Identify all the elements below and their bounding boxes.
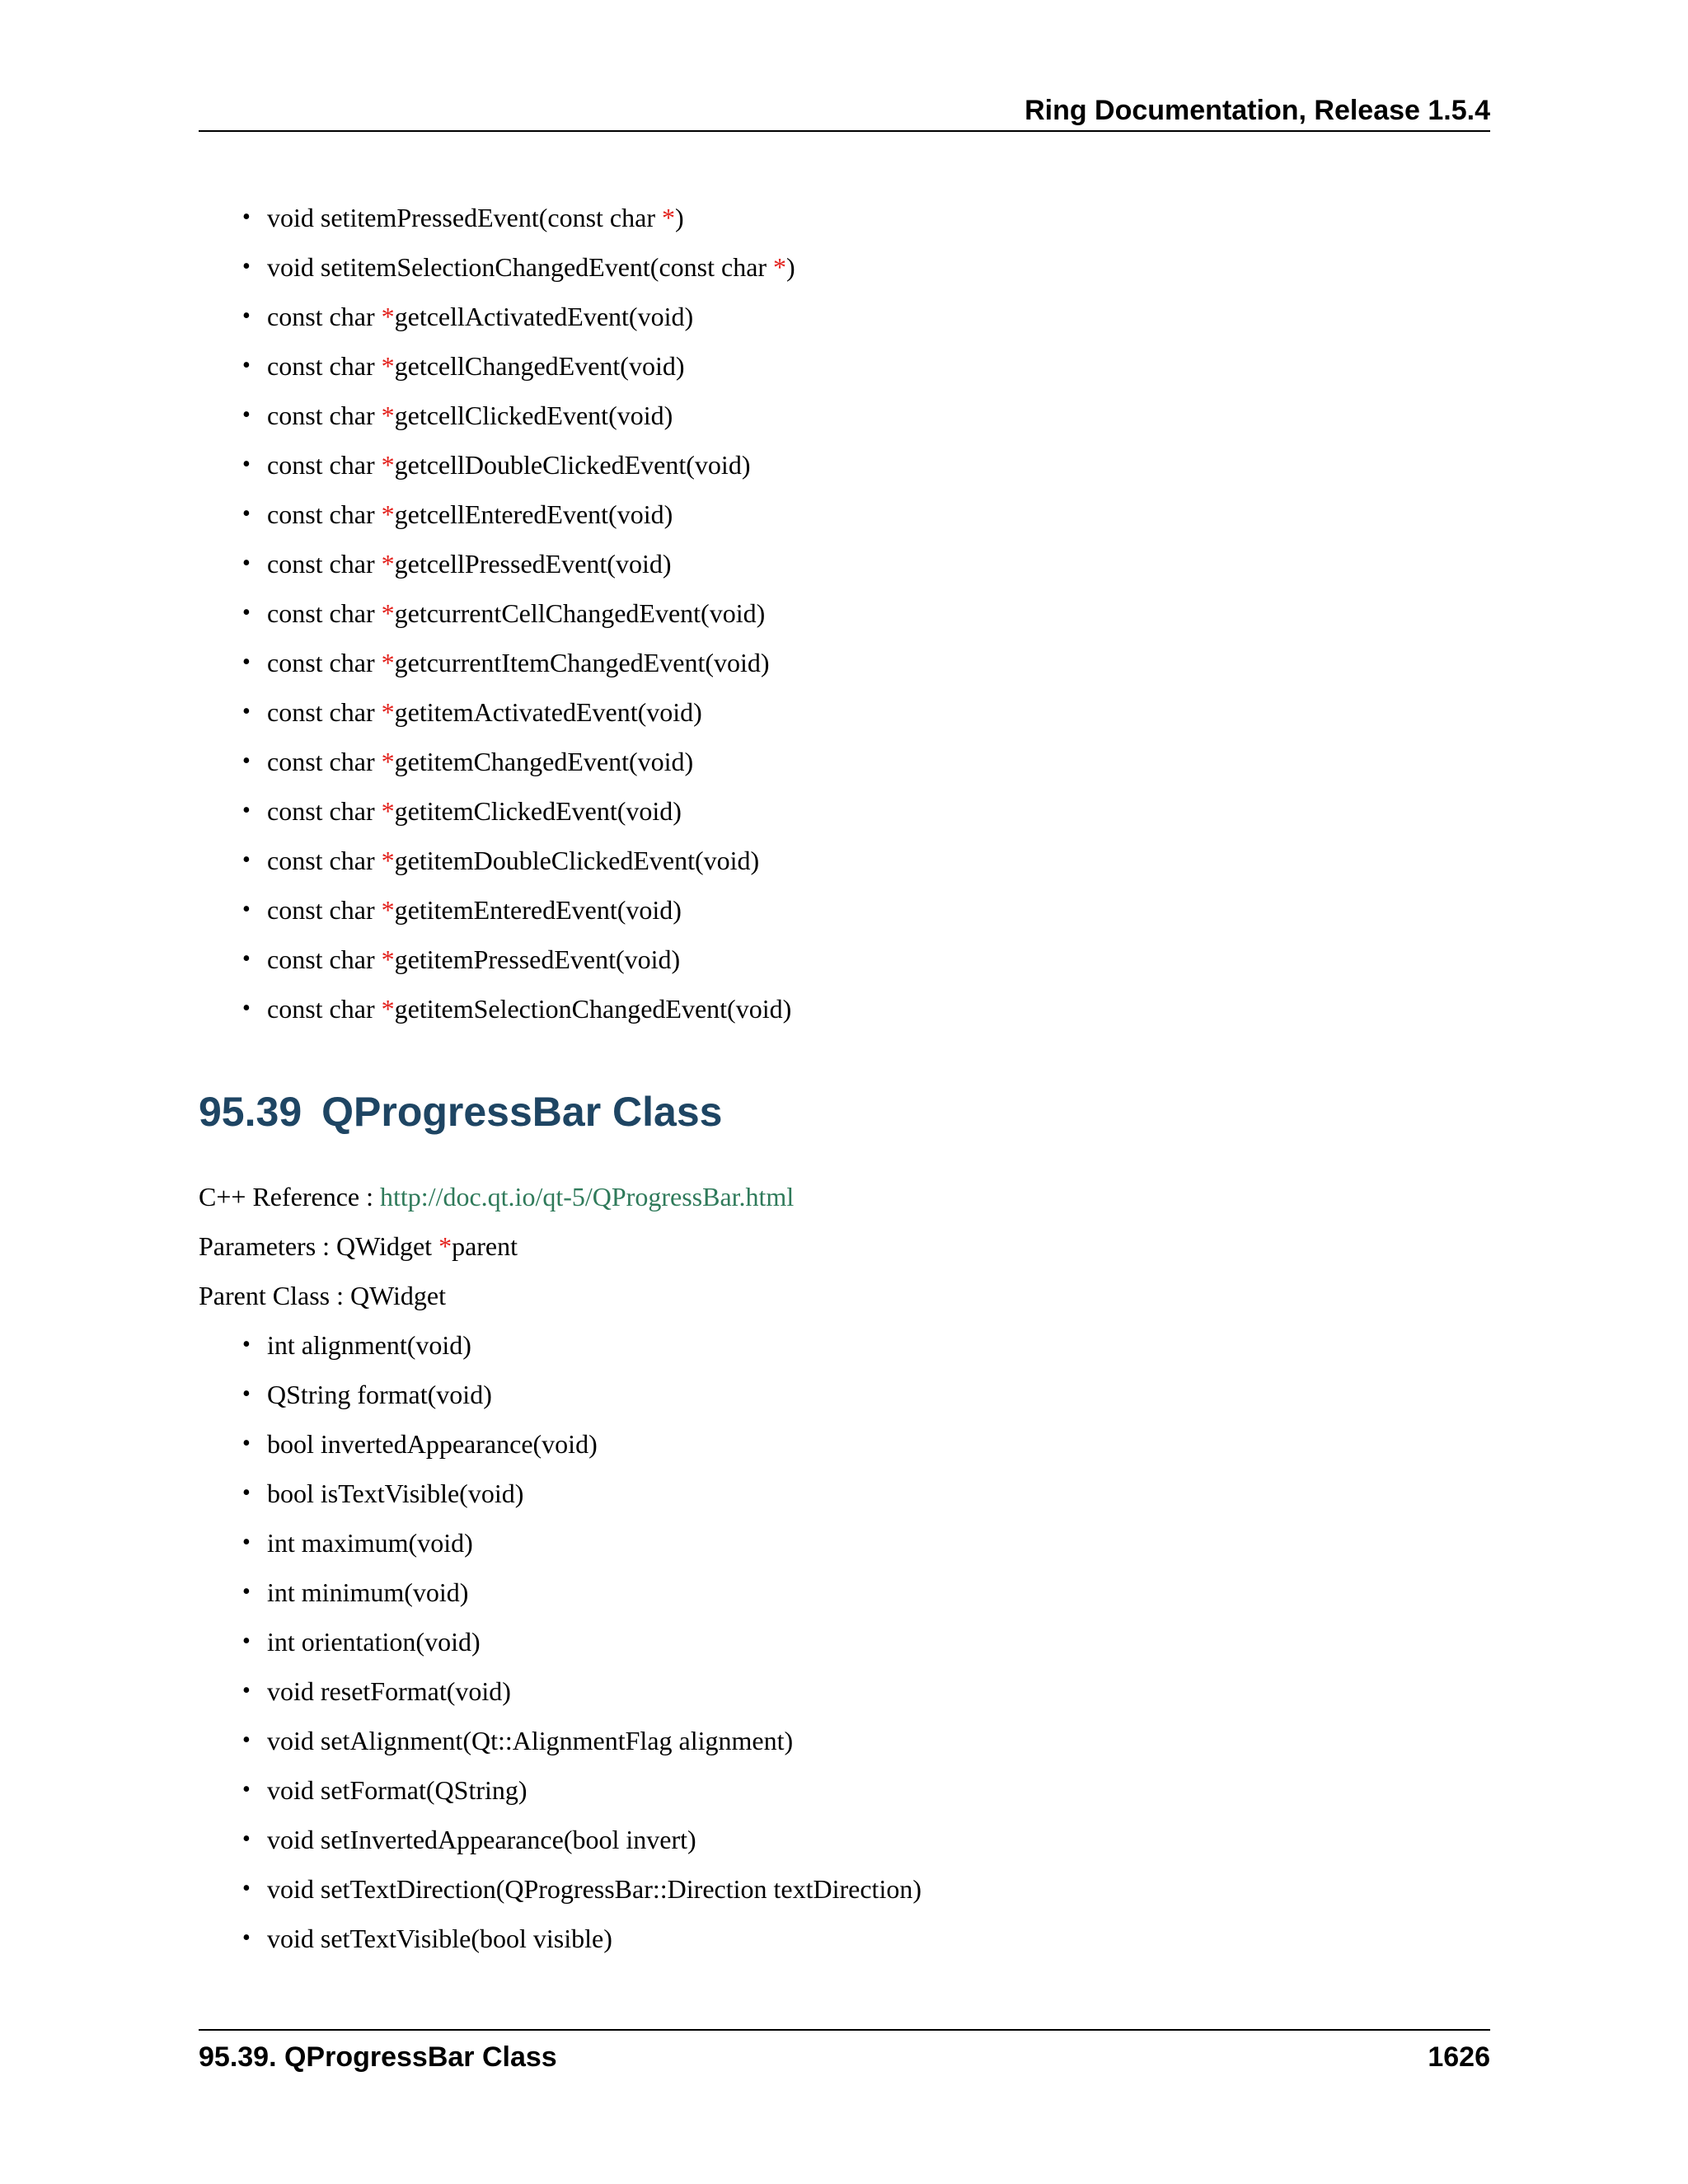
bullet-icon: • bbox=[242, 303, 251, 329]
item-text-after: getitemEnteredEvent(void) bbox=[394, 895, 682, 925]
parameters-name: parent bbox=[452, 1231, 518, 1261]
item-text-before: void setitemPressedEvent(const char bbox=[267, 203, 662, 232]
pointer-star: * bbox=[381, 351, 395, 381]
bullet-icon: • bbox=[242, 1629, 251, 1654]
item-text: void setTextDirection(QProgressBar::Direction textDirection) bbox=[267, 1874, 921, 1904]
item-text-after: getcellEnteredEvent(void) bbox=[394, 499, 673, 529]
item-text-before: const char bbox=[267, 450, 382, 480]
item-text-before: const char bbox=[267, 648, 382, 677]
list-item bbox=[242, 836, 1479, 885]
bullet-icon: • bbox=[242, 600, 251, 626]
pointer-star: * bbox=[381, 499, 395, 529]
list-item bbox=[242, 193, 1479, 242]
parameters-line bbox=[199, 1221, 518, 1271]
item-text: QString format(void) bbox=[267, 1380, 492, 1409]
bullet-icon: • bbox=[242, 897, 251, 922]
list-item bbox=[242, 935, 1479, 984]
list-item bbox=[242, 638, 1479, 687]
item-text-before: const char bbox=[267, 549, 382, 579]
pointer-star: * bbox=[381, 994, 395, 1024]
bullet-icon: • bbox=[242, 946, 251, 972]
item-text-before: const char bbox=[267, 697, 382, 727]
cpp-reference-line bbox=[199, 1172, 794, 1221]
pointer-star: * bbox=[381, 697, 395, 727]
list-item bbox=[242, 588, 1479, 638]
item-text-after: getitemActivatedEvent(void) bbox=[394, 697, 702, 727]
method-list-bottom bbox=[242, 1320, 1479, 1963]
item-text-before: const char bbox=[267, 747, 382, 776]
pointer-star: * bbox=[381, 944, 395, 974]
item-text-after: getcellChangedEvent(void) bbox=[394, 351, 685, 381]
pointer-star: * bbox=[773, 252, 787, 282]
bullet-icon: • bbox=[242, 1925, 251, 1951]
pointer-star: * bbox=[381, 598, 395, 628]
bullet-icon: • bbox=[242, 204, 251, 230]
bullet-icon: • bbox=[242, 1876, 251, 1901]
list-item bbox=[242, 1370, 1479, 1419]
item-text: void setInvertedAppearance(bool invert) bbox=[267, 1825, 696, 1854]
item-text-after: getcellDoubleClickedEvent(void) bbox=[394, 450, 751, 480]
list-item bbox=[242, 737, 1479, 786]
list-item bbox=[242, 1864, 1479, 1914]
item-text: int alignment(void) bbox=[267, 1330, 471, 1360]
item-text: bool invertedAppearance(void) bbox=[267, 1429, 598, 1459]
item-text-after: getcellClickedEvent(void) bbox=[394, 401, 673, 430]
item-text-before: const char bbox=[267, 499, 382, 529]
list-item bbox=[242, 490, 1479, 539]
list-item bbox=[242, 539, 1479, 588]
method-list-top bbox=[242, 193, 1479, 1033]
item-text-before: const char bbox=[267, 351, 382, 381]
pointer-star: * bbox=[381, 549, 395, 579]
list-item bbox=[242, 687, 1479, 737]
item-text-after: getcurrentCellChangedEvent(void) bbox=[394, 598, 766, 628]
item-text-after: getcellPressedEvent(void) bbox=[394, 549, 672, 579]
bullet-icon: • bbox=[242, 996, 251, 1021]
item-text-before: const char bbox=[267, 302, 382, 331]
bullet-icon: • bbox=[242, 1777, 251, 1802]
bullet-icon: • bbox=[242, 649, 251, 675]
item-text-after: ) bbox=[786, 252, 795, 282]
list-item bbox=[242, 1765, 1479, 1815]
item-text-before: const char bbox=[267, 846, 382, 875]
item-text-after: getitemChangedEvent(void) bbox=[394, 747, 694, 776]
list-item bbox=[242, 242, 1479, 292]
item-text: void resetFormat(void) bbox=[267, 1676, 511, 1706]
pointer-star: * bbox=[381, 450, 395, 480]
item-text-after: getitemDoubleClickedEvent(void) bbox=[394, 846, 760, 875]
item-text-before: const char bbox=[267, 598, 382, 628]
bullet-icon: • bbox=[242, 254, 251, 279]
list-item bbox=[242, 1518, 1479, 1568]
item-text: int minimum(void) bbox=[267, 1577, 469, 1607]
list-item bbox=[242, 1815, 1479, 1864]
item-text-before: const char bbox=[267, 401, 382, 430]
pointer-star: * bbox=[381, 401, 395, 430]
item-text: bool isTextVisible(void) bbox=[267, 1479, 524, 1508]
item-text-after: getitemSelectionChangedEvent(void) bbox=[394, 994, 792, 1024]
pointer-star: * bbox=[381, 747, 395, 776]
item-text-after: getitemPressedEvent(void) bbox=[394, 944, 681, 974]
page-header bbox=[199, 92, 1490, 132]
pointer-star: * bbox=[381, 796, 395, 826]
bullet-icon: • bbox=[242, 1381, 251, 1407]
bullet-icon: • bbox=[242, 1431, 251, 1456]
list-item bbox=[242, 341, 1479, 391]
footer-page-number: 1626 bbox=[1428, 2041, 1490, 2073]
parameters-label: Parameters : QWidget bbox=[199, 1231, 439, 1261]
list-item bbox=[242, 1469, 1479, 1518]
list-item bbox=[242, 1320, 1479, 1370]
list-item bbox=[242, 984, 1479, 1033]
bullet-icon: • bbox=[242, 1579, 251, 1605]
pointer-star: * bbox=[381, 648, 395, 677]
parent-class-line: Parent Class : QWidget bbox=[199, 1281, 446, 1310]
list-item bbox=[242, 1419, 1479, 1469]
list-item bbox=[242, 1716, 1479, 1765]
bullet-icon: • bbox=[242, 1727, 251, 1753]
item-text-before: const char bbox=[267, 895, 382, 925]
bullet-icon: • bbox=[242, 699, 251, 724]
pointer-star: * bbox=[661, 203, 675, 232]
bullet-icon: • bbox=[242, 452, 251, 477]
pointer-star: * bbox=[381, 302, 395, 331]
list-item bbox=[242, 1914, 1479, 1963]
item-text: int orientation(void) bbox=[267, 1627, 481, 1657]
item-text-after: getcurrentItemChangedEvent(void) bbox=[394, 648, 770, 677]
cpp-reference-label: C++ Reference : bbox=[199, 1182, 380, 1212]
item-text-after: getcellActivatedEvent(void) bbox=[394, 302, 694, 331]
list-item bbox=[242, 1568, 1479, 1617]
item-text-before: const char bbox=[267, 796, 382, 826]
bullet-icon: • bbox=[242, 353, 251, 378]
bullet-icon: • bbox=[242, 402, 251, 428]
page-footer bbox=[199, 2029, 1490, 2080]
footer-section-title: 95.39. QProgressBar Class bbox=[199, 2041, 557, 2073]
item-text-before: void setitemSelectionChangedEvent(const char bbox=[267, 252, 774, 282]
pointer-star: * bbox=[381, 895, 395, 925]
bullet-icon: • bbox=[242, 1332, 251, 1357]
item-text: void setAlignment(Qt::AlignmentFlag alignment) bbox=[267, 1726, 794, 1755]
bullet-icon: • bbox=[242, 847, 251, 873]
bullet-icon: • bbox=[242, 798, 251, 823]
item-text-after: ) bbox=[674, 203, 684, 232]
bullet-icon: • bbox=[242, 748, 251, 774]
pointer-star: * bbox=[381, 846, 395, 875]
list-item bbox=[242, 391, 1479, 440]
bullet-icon: • bbox=[242, 501, 251, 527]
item-text-before: const char bbox=[267, 944, 382, 974]
list-item bbox=[242, 440, 1479, 490]
header-title: Ring Documentation, Release 1.5.4 bbox=[1025, 95, 1490, 126]
item-text-before: const char bbox=[267, 994, 382, 1024]
list-item bbox=[242, 292, 1479, 341]
item-text: int maximum(void) bbox=[267, 1528, 473, 1558]
list-item bbox=[242, 1617, 1479, 1666]
section-title: QProgressBar Class bbox=[321, 1089, 723, 1135]
list-item bbox=[242, 885, 1479, 935]
pointer-star: * bbox=[438, 1231, 452, 1261]
item-text: void setTextVisible(bool visible) bbox=[267, 1924, 612, 1953]
bullet-icon: • bbox=[242, 1480, 251, 1506]
item-text: void setFormat(QString) bbox=[267, 1775, 528, 1805]
bullet-icon: • bbox=[242, 1826, 251, 1852]
cpp-reference-link[interactable]: http://doc.qt.io/qt-5/QProgressBar.html bbox=[380, 1182, 795, 1212]
list-item bbox=[242, 786, 1479, 836]
bullet-icon: • bbox=[242, 551, 251, 576]
bullet-icon: • bbox=[242, 1678, 251, 1704]
section-number: 95.39 bbox=[199, 1089, 302, 1135]
item-text-after: getitemClickedEvent(void) bbox=[394, 796, 682, 826]
bullet-icon: • bbox=[242, 1530, 251, 1555]
section-heading bbox=[199, 1085, 722, 1139]
list-item bbox=[242, 1666, 1479, 1716]
